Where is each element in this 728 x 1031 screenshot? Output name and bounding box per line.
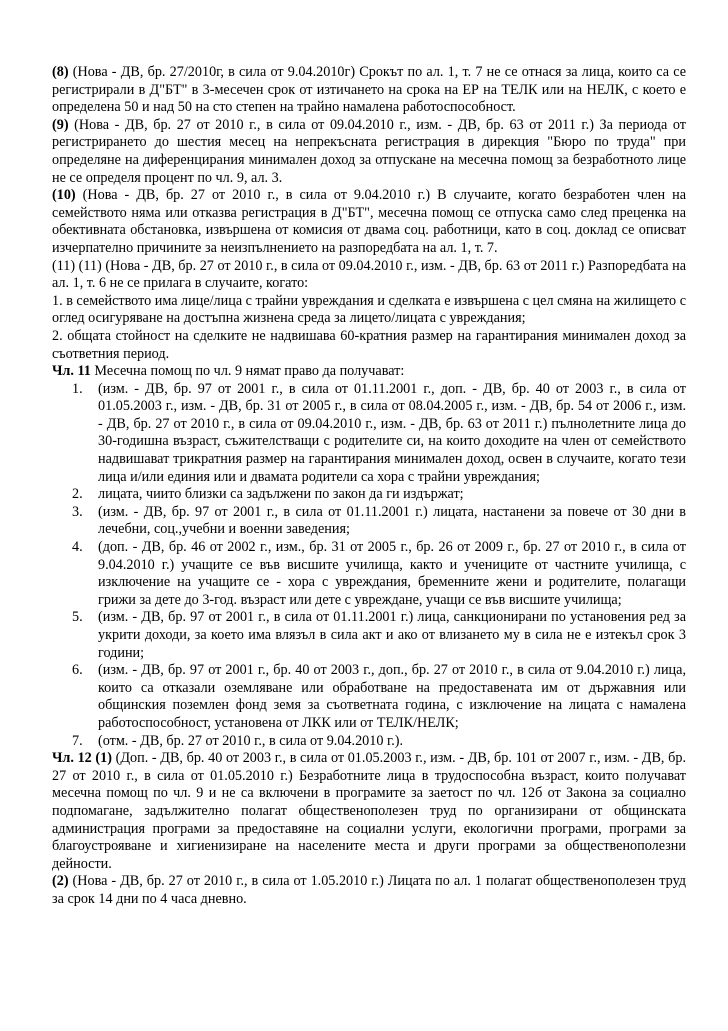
- list-item-text: (отм. - ДВ, бр. 27 от 2010 г., в сила от 9.04.2010 г.).: [98, 732, 404, 749]
- article-intro-text: Месечна помощ по чл. 9 нямат право да получават:: [90, 363, 405, 380]
- list-item-number: 4.: [72, 539, 83, 556]
- paragraph-text: 1. в семейството има лице/лица с трайни увреждания и сделката е извършена с цел смяна на жилището с оглед осигуряване на достъпна жизнена среда за лицето/лицата с увреждания;: [52, 292, 686, 327]
- paragraph-text: (11) (11) (Нова - ДВ, бр. 27 от 2010 г., в сила от 09.04.2010 г., изм. - ДВ, бр. 63 от 2011 г.) Разпоредбата на ал. 1, т. 6 не се прилага в случаите, когато:: [52, 257, 686, 292]
- list-item-text: (изм. - ДВ, бр. 97 от 2001 г., бр. 40 от 2003 г., доп., бр. 27 от 2010 г., в сила от 9.04.2010 г.) лица, които са отказали оземляване или обработване на предоставената им от държавния или общинския поземлен фонд земя за съответната година, с изключение на лицата с намалена работоспособност, установена от ЛКК или от ТЕЛК/НЕЛК;: [98, 662, 686, 731]
- paragraph-text: 2. общата стойност на сделките не надвишава 60-кратния размер на гарантирания минимален доход за съответния период.: [52, 327, 686, 362]
- paragraph-10: [52, 187, 686, 257]
- paragraph-number: (2): [52, 873, 69, 890]
- list-item-number: 7.: [72, 732, 83, 749]
- list-item-text: лицата, чиито близки са задължени по закон да ги издържат;: [98, 486, 464, 503]
- paragraph-11: [52, 258, 686, 293]
- paragraph-9: [52, 117, 686, 187]
- list-item-number: 6.: [72, 662, 83, 679]
- list-item-number: 2.: [72, 486, 83, 503]
- article-12-paragraph-1: [52, 750, 686, 873]
- paragraph-text: (Нова - ДВ, бр. 27/2010г, в сила от 9.04.2010г) Срокът по ал. 1, т. 7 не се отнася за лица, които са се регистрирали в Д"БТ" в 3-месечен срок от изтичането на срока на ЕР на ТЕЛК или на НЕЛК, с което е определена 50 и над 50 на сто степен на трайно намалена работоспособност.: [52, 64, 686, 116]
- paragraph-text: (Нова - ДВ, бр. 27 от 2010 г., в сила от 1.05.2010 г.) Лицата по ал. 1 полагат общественополезен труд за срок 14 дни по 4 часа дневно.: [52, 873, 686, 907]
- list-item: [72, 503, 686, 539]
- paragraph-text: (Доп. - ДВ, бр. 40 от 2003 г., в сила от 01.05.2003 г., изм. - ДВ, бр. 101 от 2007 г., изм. - ДВ, бр. 27 от 2010 г., в сила от 01.05.2010 г.) Безработните лица в трудоспособна възраст, които получават месечна помощ по чл. 9 и не са включени в програмите за заетост по чл. 12б от Закона за социално подпомагане, задължително полагат общественополезен труд по организирани от общинската администрация програми за предоставяне на социални услуги, екологични програми, програми за благоустрояване и хигиенизиране на населените места и други програми за общественополезни дейности.: [52, 750, 686, 872]
- list-item: [72, 662, 686, 732]
- article-11-heading: [52, 363, 686, 381]
- paragraph-number: (10): [52, 187, 76, 204]
- article-12-paragraph-2: [52, 873, 686, 908]
- paragraph-number: (8): [52, 64, 69, 80]
- list-item: [72, 609, 686, 662]
- paragraph-11-point-1: [52, 293, 686, 328]
- list-item-number: 1.: [72, 380, 83, 397]
- list-item-number: 3.: [72, 503, 83, 520]
- list-item-number: 5.: [72, 609, 83, 626]
- list-item: [72, 732, 686, 751]
- paragraph-8: [52, 64, 686, 117]
- paragraph-number: (9): [52, 116, 69, 133]
- article-number: Чл. 12 (1): [52, 750, 112, 767]
- list-item-text: (доп. - ДВ, бр. 46 от 2002 г., изм., бр. 31 от 2005 г., бр. 26 от 2009 г., бр. 27 от 2010 г., в сила от 9.04.2010 г.) учащите се във висшите училища, както и учениците от частните училища, с изключение на учащите се - хора с увреждания, бременните жени и родителите, полагащи грижи за дете до 3-год. възраст или дете с увреждане, учащи се във висшите училища;: [98, 539, 686, 608]
- paragraph-text: (Нова - ДВ, бр. 27 от 2010 г., в сила от 09.04.2010 г., изм. - ДВ, бр. 63 от 2011 г.) За периода от регистрирането до шестия месец на непрекъсната регистрация в дирекция "Бюро по труда" при определяне на диференцирания минимален доход за отпускане на месечна помощ за безработното лице не се определя процент по чл. 9, ал. 3.: [52, 116, 686, 186]
- article-11-list: [52, 381, 686, 750]
- paragraph-text: (Нова - ДВ, бр. 27 от 2010 г., в сила от 9.04.2010 г.) В случаите, когато безработен член на семейството няма или отказва регистрация в Д"БТ", месечна помощ се отпуска само след преценка на обективната обстановка, извършена от комисия от двама соц. работници, като в соц. доклад се описват изчерпателно причините за неизпълнението на разпоредбата на ал. 1, т. 7.: [52, 187, 686, 256]
- document-page: [52, 64, 686, 909]
- list-item: [72, 539, 686, 609]
- list-item-text: (изм. - ДВ, бр. 97 от 2001 г., в сила от 01.11.2001 г.) лица, санкционирани по установения ред за укрити доходи, за което има влязъл в сила акт и ако от влизането му в сила не е изтекъл срок 3 години;: [98, 609, 686, 661]
- list-item: [72, 486, 686, 504]
- list-item-text: (изм. - ДВ, бр. 97 от 2001 г., в сила от 01.11.2001 г.) лицата, настанени за повече от 30 дни в лечебни, соц.,учебни и военни заведения;: [98, 503, 686, 538]
- list-item: [72, 380, 686, 487]
- list-item-text: (изм. - ДВ, бр. 97 от 2001 г., в сила от 01.11.2001 г., доп. - ДВ, бр. 40 от 2003 г., в сила от 01.05.2003 г., изм. - ДВ, бр. 31 от 2005 г., в сила от 08.04.2005 г., изм. - ДВ, бр. 54 от 2006 г., изм. - ДВ, бр. 27 от 2010 г., в сила от 09.04.2010 г., изм. - ДВ, бр. 63 от 2011 г.) пълнолетните лица до 30-годишна възраст, съжителстващи с родителите си, на които доходите на член от семейството надвишават трикратния размер на гарантирания минимален доход, освен в случаите, когато тези лица и/или единия или и двамата родители са хора с трайни увреждания;: [98, 380, 686, 485]
- article-number: Чл. 11: [52, 363, 91, 380]
- paragraph-11-point-2: [52, 328, 686, 363]
